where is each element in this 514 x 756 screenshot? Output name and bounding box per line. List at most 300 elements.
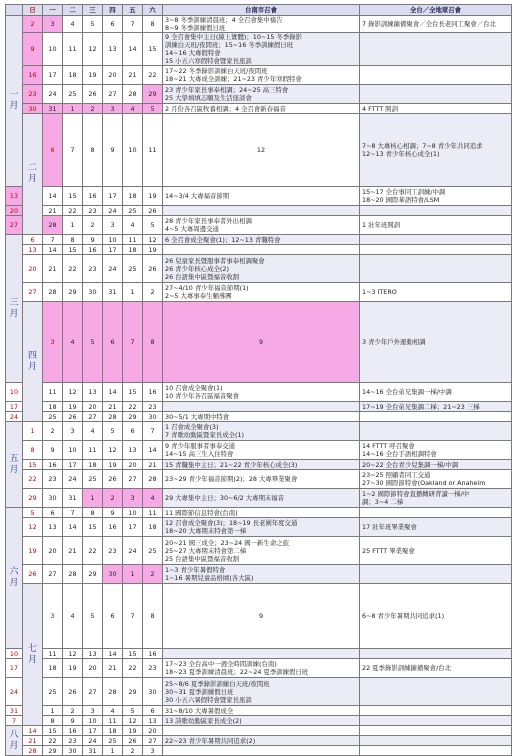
day-cell: 2 (83, 104, 103, 114)
day-cell: 3 (103, 104, 123, 114)
day-cell: 17 (63, 460, 83, 470)
day-cell: 1 (63, 104, 83, 114)
table-row (6, 114, 512, 187)
local-event-cell: 6~8 青少年暑期共同追求(1) (360, 584, 512, 649)
day-cell: 2 (143, 565, 163, 584)
day-cell: 18 (123, 245, 143, 255)
day-cell: 3 (63, 422, 83, 441)
day-cell: 5 (83, 16, 103, 33)
day-cell: 17 (6, 402, 23, 412)
day-cell: 23 (63, 736, 83, 746)
day-cell: 8 (23, 441, 43, 460)
national-event-cell: 7 錄影訓練擴備聚會／全台長老同工聚會／台北 (360, 16, 512, 33)
header-day-fri: 五 (123, 5, 143, 16)
day-cell: 28 (43, 283, 63, 302)
day-cell: 29 (123, 412, 143, 422)
national-event-cell (360, 649, 512, 659)
day-cell: 16 (23, 66, 43, 85)
day-cell: 18 (63, 66, 83, 85)
national-event-cell: 25 FTTT 畢業聚會 (360, 537, 512, 565)
day-cell: 18 (103, 726, 123, 736)
day-cell: 13 (123, 441, 143, 460)
day-cell: 28 (43, 216, 63, 235)
day-cell: 12 (23, 518, 43, 537)
day-cell: 12 (123, 716, 143, 726)
day-cell: 2 (23, 16, 43, 33)
day-cell: 11 (143, 508, 163, 518)
local-event-cell: 31~8/10 大專暑假成全 (163, 706, 360, 716)
day-cell: 25 (143, 537, 163, 565)
day-cell: 26 (143, 255, 163, 283)
day-cell: 3 (83, 706, 103, 716)
day-cell: 7 (123, 16, 143, 33)
national-event-cell (360, 245, 512, 255)
day-cell: 17 (103, 187, 123, 206)
local-event-cell: 22~23 青少年暑期共同追求(2) (163, 736, 360, 746)
day-cell: 9 (43, 441, 63, 460)
day-cell: 4 (143, 489, 163, 508)
national-event-cell (360, 412, 512, 422)
day-cell: 8 (143, 16, 163, 33)
day-cell: 8 (143, 302, 163, 383)
table-row (6, 255, 512, 283)
day-cell: 24 (6, 678, 23, 706)
day-cell: 7 (63, 508, 83, 518)
day-cell: 14 (43, 245, 63, 255)
national-event-cell: 4 FTTT 開訓 (360, 104, 512, 114)
day-cell: 22 (143, 66, 163, 85)
day-cell: 21 (143, 460, 163, 470)
national-event-cell (360, 706, 512, 716)
day-cell: 20 (43, 537, 63, 565)
local-event-cell: 17~23 全台高中一週全時間訓練(台南) 18~23 夏季訓練清晨班；22~24 夏季訓練假日班 (163, 659, 360, 678)
day-cell: 6 (23, 235, 43, 245)
day-cell: 10 (43, 33, 63, 66)
day-cell: 3 (43, 584, 63, 649)
day-cell: 6 (103, 302, 123, 383)
day-cell: 7 (143, 422, 163, 441)
day-cell: 8 (83, 114, 103, 187)
day-cell: 5 (143, 104, 163, 114)
day-cell: 15 (123, 383, 143, 402)
national-event-cell (360, 85, 512, 104)
local-event-cell: 6 全召會成全聚會(1)；12~13 青職特會 (163, 235, 360, 245)
day-cell: 10 (63, 441, 83, 460)
day-cell: 16 (83, 187, 103, 206)
day-cell: 19 (63, 402, 83, 412)
day-cell: 17 (103, 245, 123, 255)
table-row (6, 678, 512, 706)
local-event-cell: 23 青少年家長事奉相調；24~25 高三特會 25 大學填填志願及生活座談會 (163, 85, 360, 104)
day-cell: 18 (123, 187, 143, 206)
day-cell: 11 (143, 114, 163, 187)
national-event-cell (360, 206, 512, 216)
header-national: 全台／全地眾召會 (360, 5, 512, 16)
day-cell: 17 (123, 518, 143, 537)
day-cell: 26 (83, 85, 103, 104)
table-row (6, 726, 512, 736)
day-cell: 18 (83, 460, 103, 470)
day-cell: 12 (83, 33, 103, 66)
day-cell: 23 (103, 537, 123, 565)
national-event-cell (360, 508, 512, 518)
day-cell: 30 (103, 565, 123, 584)
table-row (6, 518, 512, 537)
local-event-cell: 14~3/4 大專福音節期 (163, 187, 360, 206)
local-event-cell: 27~4/10 青少年福音節期(1) 2~5 大專事奉生輔導團 (163, 283, 360, 302)
day-cell: 24 (103, 206, 123, 216)
day-cell: 27 (83, 412, 103, 422)
day-cell: 21 (103, 402, 123, 412)
day-cell: 21 (43, 255, 63, 283)
day-cell: 14 (63, 518, 83, 537)
day-cell: 13 (83, 649, 103, 659)
day-cell: 12 (63, 649, 83, 659)
day-cell: 6 (143, 706, 163, 716)
day-cell: 24 (43, 85, 63, 104)
day-cell: 23 (83, 206, 103, 216)
day-cell: 29 (143, 85, 163, 104)
day-cell: 26 (63, 678, 83, 706)
table-row (6, 235, 512, 245)
day-cell: 15 (63, 245, 83, 255)
local-event-cell (163, 726, 360, 736)
day-cell: 9 (163, 584, 360, 649)
day-cell: 19 (143, 245, 163, 255)
day-cell: 7 (43, 235, 63, 245)
day-cell: 16 (63, 726, 83, 736)
day-cell: 22 (63, 255, 83, 283)
local-event-cell: 28 青少年家長事奉者外出相調 4~5 大專周邊交通 (163, 216, 360, 235)
table-row (6, 441, 512, 460)
day-cell: 14 (103, 383, 123, 402)
day-cell: 11 (103, 716, 123, 726)
day-cell: 23 (23, 85, 43, 104)
day-cell: 30 (63, 746, 83, 756)
local-event-cell: 11 國際節信息特會(台南) (163, 508, 360, 518)
day-cell: 2 (63, 706, 83, 716)
header-day-sun: 日 (23, 5, 43, 16)
day-cell: 10 (83, 716, 103, 726)
day-cell: 20 (83, 659, 103, 678)
day-cell: 1 (23, 422, 43, 441)
local-event-cell: 30~5/1 大專期中特會 (163, 412, 360, 422)
national-event-cell: 1 壯年班開訓 (360, 216, 512, 235)
day-cell: 15 (23, 460, 43, 470)
month-label: 七 月 (23, 584, 43, 726)
day-cell: 2 (123, 746, 143, 756)
day-cell: 18 (143, 518, 163, 537)
national-event-cell: 23~25 照顧者同工交通 27~30 國際節特會(Oakland or Anaheim (360, 470, 512, 489)
national-event-cell: 17 壯年班畢業聚會 (360, 518, 512, 537)
day-cell: 6 (43, 114, 63, 187)
day-cell: 8 (43, 716, 63, 726)
day-cell: 21 (123, 66, 143, 85)
day-cell: 10 (103, 235, 123, 245)
day-cell: 29 (123, 678, 143, 706)
local-event-cell (163, 245, 360, 255)
day-cell: 5 (23, 508, 43, 518)
day-cell: 28 (63, 565, 83, 584)
table-row (6, 33, 512, 66)
day-cell: 3 (43, 16, 63, 33)
local-event-cell: 1 召會成全聚會(3) 7 青歌幼動區暨家長成全(1) (163, 422, 360, 441)
day-cell: 10 (123, 114, 143, 187)
day-cell: 31 (43, 104, 63, 114)
month-label: 三 月 (6, 235, 23, 383)
day-cell: 26 (23, 565, 43, 584)
day-cell: 15 (143, 33, 163, 66)
day-cell: 19 (123, 726, 143, 736)
day-cell: 9 (103, 508, 123, 518)
local-event-cell: 2 月份各召區牧養相調；4 全召會新春福音 (163, 104, 360, 114)
day-cell: 21 (63, 537, 83, 565)
day-cell: 19 (143, 187, 163, 206)
table-row (6, 245, 512, 255)
day-cell: 28 (123, 85, 143, 104)
day-cell: 5 (143, 216, 163, 235)
day-cell: 7 (63, 114, 83, 187)
month-label: 八 月 (6, 726, 23, 756)
day-cell: 29 (23, 489, 43, 508)
day-cell: 10 (6, 649, 23, 659)
day-cell: 4 (83, 422, 103, 441)
day-cell: 11 (43, 649, 63, 659)
header-day-mon: 一 (43, 5, 63, 16)
table-row (6, 66, 512, 85)
day-cell: 14 (143, 441, 163, 460)
day-cell: 4 (63, 302, 83, 383)
day-cell: 17 (43, 66, 63, 85)
day-cell: 9 (163, 302, 360, 383)
day-cell: 29 (83, 565, 103, 584)
day-cell: 24 (103, 255, 123, 283)
day-cell: 13 (6, 187, 23, 206)
day-cell: 3 (123, 489, 143, 508)
national-event-cell: 14~16 全台弟兄集調一梯/中調 (360, 383, 512, 402)
national-event-cell (360, 33, 512, 66)
day-cell: 3 (103, 216, 123, 235)
day-cell: 24 (6, 412, 23, 422)
table-row (6, 746, 512, 756)
calendar-body (6, 16, 512, 756)
day-cell: 19 (23, 537, 43, 565)
day-cell: 21 (103, 659, 123, 678)
day-cell: 23 (143, 659, 163, 678)
national-event-cell: 1~3 ITERO (360, 283, 512, 302)
day-cell: 16 (103, 518, 123, 537)
local-event-cell: 3~8 冬季訓練清晨班；4 全召會集中禱告 8~9 冬季訓練假日班 (163, 16, 360, 33)
day-cell: 1 (43, 706, 63, 716)
day-cell: 15 (123, 649, 143, 659)
day-cell: 31 (83, 746, 103, 756)
header-day-sat: 六 (143, 5, 163, 16)
month-label: 六 月 (6, 508, 23, 649)
day-cell: 12 (143, 235, 163, 245)
local-event-cell (163, 649, 360, 659)
header-day-thu: 四 (103, 5, 123, 16)
day-cell: 26 (63, 412, 83, 422)
day-cell: 26 (143, 206, 163, 216)
day-cell: 22 (43, 736, 63, 746)
day-cell: 24 (123, 537, 143, 565)
day-cell: 17 (83, 726, 103, 736)
day-cell: 28 (103, 678, 123, 706)
table-row (6, 460, 512, 470)
day-cell: 9 (23, 33, 43, 66)
day-cell: 20 (103, 66, 123, 85)
day-cell: 31 (103, 283, 123, 302)
day-cell: 27 (103, 85, 123, 104)
day-cell: 20 (123, 460, 143, 470)
national-event-cell: 22 夏季錄影訓練擴備聚會/台北 (360, 659, 512, 678)
day-cell: 14 (43, 187, 63, 206)
header-day-tue: 二 (63, 5, 83, 16)
day-cell: 14 (23, 726, 43, 736)
national-event-cell: 17~19 全台弟兄集調二梯；21~23 三梯 (360, 402, 512, 412)
day-cell: 25 (43, 678, 63, 706)
day-cell: 11 (63, 33, 83, 66)
table-row (6, 508, 512, 518)
day-cell: 2 (43, 422, 63, 441)
day-cell: 1 (123, 565, 143, 584)
header-day-wed: 三 (83, 5, 103, 16)
day-cell: 16 (83, 245, 103, 255)
day-cell: 23 (43, 470, 63, 489)
local-event-cell: 25~8/6 夏季錄影訓練白天班/夜間班 30~31 夏季訓練假日班 30 小五六暑假特會暨家長座談 (163, 678, 360, 706)
day-cell: 16 (143, 649, 163, 659)
day-cell: 13 (143, 716, 163, 726)
day-cell: 27 (6, 216, 23, 235)
table-row (6, 489, 512, 508)
day-cell: 9 (103, 114, 123, 187)
day-cell: 4 (103, 706, 123, 716)
day-cell: 4 (123, 216, 143, 235)
table-row (6, 706, 512, 716)
national-event-cell (360, 235, 512, 245)
local-event-cell: 23~29 青少年福音節期(2)；28 大專畢業聚會 (163, 470, 360, 489)
day-cell: 17 (6, 659, 23, 678)
day-cell: 22 (23, 470, 43, 489)
national-event-cell (360, 255, 512, 283)
day-cell: 7 (6, 716, 23, 726)
day-cell: 27 (43, 565, 63, 584)
national-event-cell (360, 726, 512, 736)
day-cell: 22 (123, 659, 143, 678)
day-cell: 31 (63, 489, 83, 508)
day-cell: 28 (143, 470, 163, 489)
day-cell: 4 (63, 16, 83, 33)
day-cell: 13 (23, 245, 43, 255)
national-event-cell (360, 716, 512, 726)
national-event-cell (360, 422, 512, 441)
day-cell: 10 (6, 383, 23, 402)
day-cell: 20 (143, 726, 163, 736)
day-cell: 20 (6, 206, 23, 216)
calendar-table (5, 4, 512, 756)
day-cell: 4 (123, 104, 143, 114)
national-event-cell (360, 746, 512, 756)
table-row (6, 659, 512, 678)
month-label: 一 月 (6, 16, 23, 187)
table-row (6, 422, 512, 441)
header-row (6, 5, 512, 16)
day-cell: 13 (43, 518, 63, 537)
day-cell: 19 (83, 66, 103, 85)
day-cell: 30 (143, 678, 163, 706)
national-event-cell: 14 FTTT 呼召聚會 14~16 全台手語相調特會 (360, 441, 512, 460)
day-cell: 5 (83, 584, 103, 649)
header-taipei: 台南市召會 (163, 5, 360, 16)
day-cell: 4 (63, 584, 83, 649)
day-cell: 28 (103, 412, 123, 422)
local-event-cell: 1~3 青少年暑假特會 1~16 暑期兒童品格園(各大區) (163, 565, 360, 584)
day-cell: 30 (43, 489, 63, 508)
day-cell: 3 (143, 746, 163, 756)
day-cell: 5 (103, 422, 123, 441)
table-row (6, 302, 512, 383)
day-cell: 16 (143, 383, 163, 402)
day-cell: 27 (123, 470, 143, 489)
day-cell: 5 (83, 302, 103, 383)
day-cell: 8 (83, 508, 103, 518)
day-cell: 22 (63, 206, 83, 216)
day-cell: 7 (123, 302, 143, 383)
day-cell: 12 (163, 114, 360, 187)
national-event-cell: 1~2 國際節特會直播轉研背讀一梯/中 調；3~4 二梯 (360, 489, 512, 508)
day-cell: 22 (123, 402, 143, 412)
day-cell: 27 (83, 678, 103, 706)
day-cell: 14 (103, 649, 123, 659)
day-cell: 29 (43, 746, 63, 756)
day-cell: 26 (103, 470, 123, 489)
day-cell: 22 (83, 537, 103, 565)
local-event-cell: 10 召會成全聚會(1) 10 青少年各召區福音聚會 (163, 383, 360, 402)
day-cell: 8 (63, 235, 83, 245)
day-cell: 25 (63, 85, 83, 104)
day-cell: 14 (123, 33, 143, 66)
national-event-cell: 15~17 全台事同工訓練/中調 18~20 國際華語特會/LSM (360, 187, 512, 206)
local-event-cell: 9 青少年服事者事奉交通 14~15 高三生入住特會 (163, 441, 360, 460)
day-cell: 15 (43, 726, 63, 736)
local-event-cell: 9 全召會集中主日(線上實體)；10~15 冬季錄影 訓練白天班/夜間班；15~16 冬季訓練假日班 14~16 大專假特會 15 小五六寒假特會暨家長座談 (163, 33, 360, 66)
table-row (6, 537, 512, 565)
day-cell: 19 (103, 460, 123, 470)
day-cell: 1 (103, 746, 123, 756)
local-event-cell: 29 大專集中主日；30~6/2 大專期末福音 (163, 489, 360, 508)
local-event-cell: 12 召會成全聚會(3)；18~19 長老圍年度交通 18~20 大專期末特會第一梯 (163, 518, 360, 537)
table-row (6, 584, 512, 649)
day-cell: 3 (43, 302, 63, 383)
table-row (6, 412, 512, 422)
table-row (6, 187, 512, 206)
day-cell: 25 (83, 470, 103, 489)
header-month (6, 5, 23, 16)
month-label: 五 月 (6, 422, 23, 508)
table-row (6, 16, 512, 33)
day-cell: 20 (83, 402, 103, 412)
day-cell: 29 (63, 283, 83, 302)
month-label: 四 月 (23, 302, 43, 422)
table-row (6, 402, 512, 412)
day-cell: 30 (83, 283, 103, 302)
day-cell: 10 (123, 508, 143, 518)
day-cell: 2 (143, 283, 163, 302)
day-cell: 28 (23, 746, 43, 756)
day-cell: 20 (23, 255, 43, 283)
day-cell: 23 (143, 402, 163, 412)
day-cell: 19 (63, 659, 83, 678)
